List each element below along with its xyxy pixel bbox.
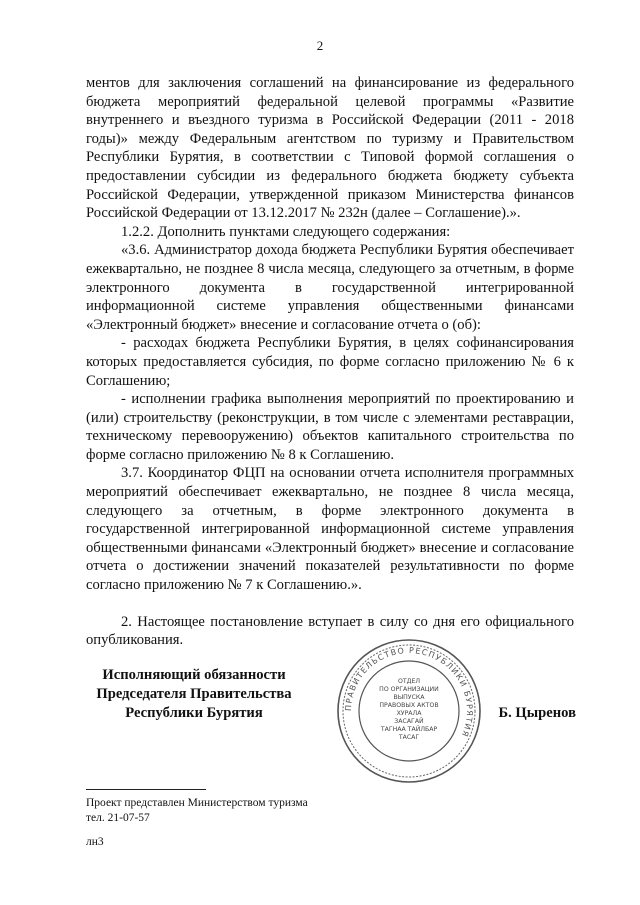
paragraph-list-item-schedule: - исполнении графика выполнения мероприятий по проектированию и (или) строительству (реконструкции, в том числе с элементами реставрации, техническому перевооружению) объектов капитального строительства по форме согласно приложению № 8 к Соглашению. xyxy=(86,391,574,463)
stamp-inner-line: ТАГНАА ТАЙЛБАР xyxy=(380,726,438,733)
stamp-inner-line: ОТДЕЛ xyxy=(397,678,421,685)
stamp-inner-line: ПО ОРГАНИЗАЦИИ xyxy=(379,686,439,693)
footnote-code: лн3 xyxy=(86,836,104,848)
stamp-inner-line: ВЫПУСКА xyxy=(393,694,425,701)
paragraph-clause-1-2-2: 1.2.2. Дополнить пунктами следующего содержания: xyxy=(121,223,451,240)
footnote xyxy=(86,796,386,850)
paragraph-effective-date: 2. Настоящее постановление вступает в силу со дня его официального опубликования. xyxy=(86,613,574,649)
stamp-inner-line: ПРАВОВЫХ АКТОВ xyxy=(379,702,439,709)
stamp-seal-icon xyxy=(334,636,484,786)
footnote-submitter: Проект представлен Министерством туризма xyxy=(86,797,308,809)
paragraph-list-item-expenses: - расходах бюджета Республики Бурятия, в целях софинансирования которых предоставляется субсидия, по форме согласно приложению № 6 к Соглашению; xyxy=(86,335,574,389)
paragraph-continuation: ментов для заключения соглашений на финансирование из федерального бюджета мероприятий федеральной целевой программы «Развитие внутреннего и въездного туризма в Российской Федерации (2011 - 2018 годы)» между Федеральным агентством по туризму и Правительством Республики Бурятия, в соответствии с Типовой формой соглашения о предоставлении субсидии из федерального бюджета бюджету субъекта Российской Федерации, утвержденной приказом Министерства финансов Российской Федерации от 13.12.2017 № 232н (далее – Соглашение).». xyxy=(86,75,574,222)
stamp-inner-line: ЗАСАГАЙ xyxy=(394,718,424,725)
signatory-position-line: Республики Бурятия xyxy=(125,705,263,721)
paragraph-clause-3-7: 3.7. Координатор ФЦП на основании отчета исполнителя программных мероприятий обеспечивает ежеквартально, не позднее 8 числа месяца, следующего за отчетным, в форме электронного документа в государственной интегрированной информационной системе управления общественными финансами «Электронный бюджет» внесение и согласование отчета о достижении значений показателей результативности по форме согласно приложению № 7 к Соглашению.». xyxy=(86,465,574,594)
footnote-phone: тел. 21-07-57 xyxy=(86,812,150,824)
page-number: 2 xyxy=(316,38,324,53)
stamp-ring-text: ПРАВИТЕЛЬСТВО РЕСПУБЛИКИ БУРЯТИЯ xyxy=(343,645,475,739)
signatory-position xyxy=(84,666,304,723)
official-stamp xyxy=(334,636,484,786)
stamp-inner-line: ХУРАЛА xyxy=(396,710,422,717)
paragraph-clause-3-6: «3.6. Администратор дохода бюджета Республики Бурятия обеспечивает ежеквартально, не позднее 8 числа месяца, следующего за отчетным, в форме электронного документа в государственной интегрированной информационной системе управления общественными финансами «Электронный бюджет» внесение и согласование отчета о (об): xyxy=(86,242,574,333)
signatory-position-line: Исполняющий обязанности xyxy=(102,667,286,683)
document-body xyxy=(86,74,574,650)
stamp-inner-line: ТАСАГ xyxy=(398,734,420,741)
signatory-position-line: Председателя Правительства xyxy=(96,686,292,702)
footnote-divider xyxy=(86,789,206,790)
signatory-name: Б. Цыренов xyxy=(498,705,576,721)
